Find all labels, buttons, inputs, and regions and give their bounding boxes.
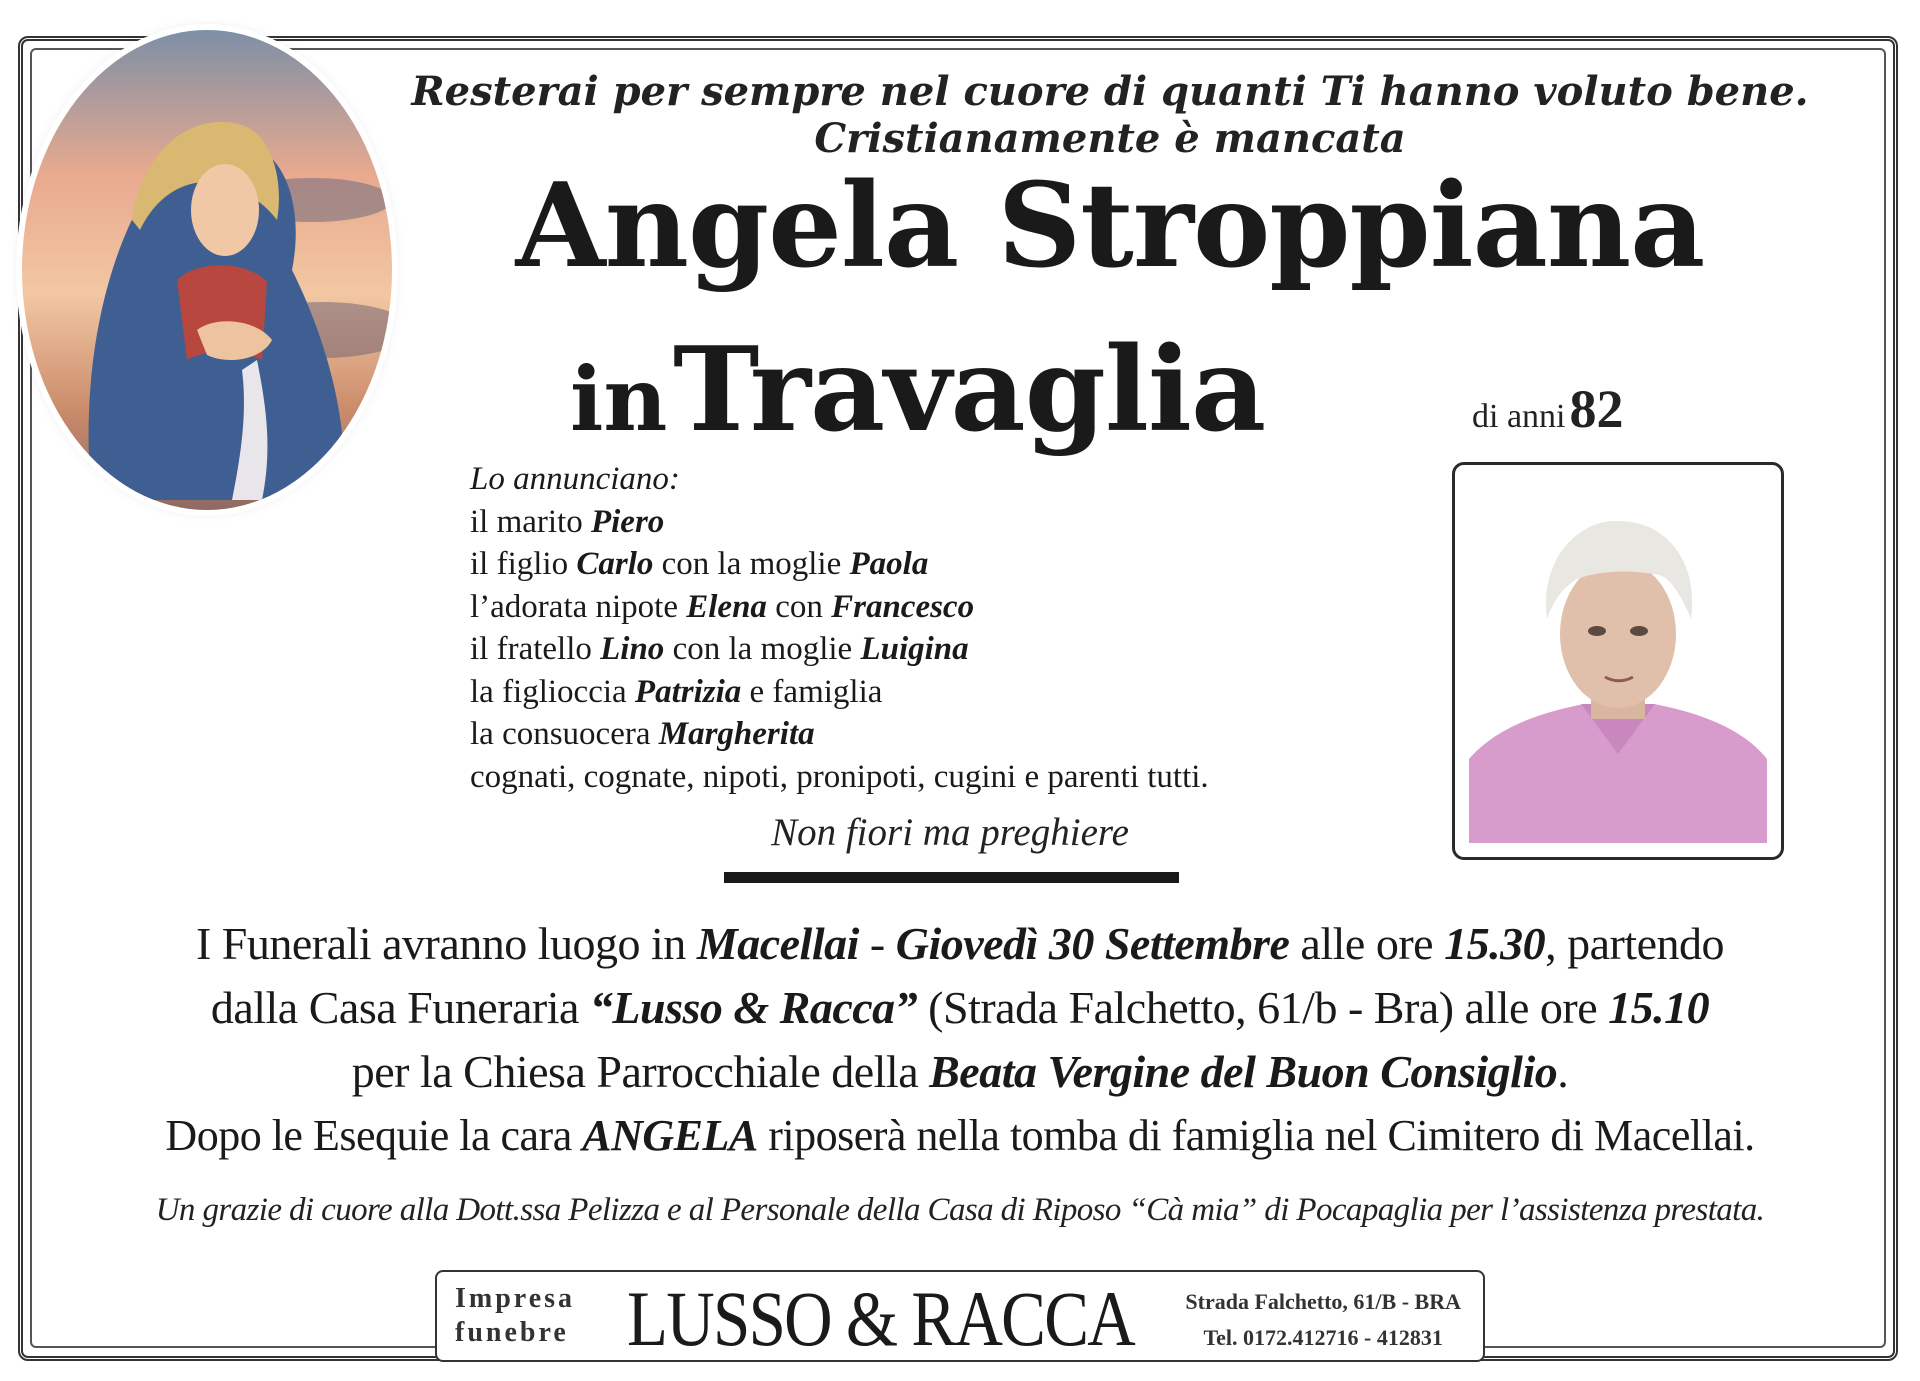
age-line — [1472, 378, 1623, 440]
funeral-line-4: Dopo le Esequie la cara ANGELA riposerà nella tomba di famiglia nel Cimitero di Macellai. — [165, 1111, 1755, 1160]
funeral-line-3: per la Chiesa Parrocchiale della Beata Vergine del Buon Consiglio. — [351, 1046, 1569, 1097]
list-item: cognati, cognate, nipoti, pronipoti, cugini e parenti tutti. — [470, 758, 1209, 795]
list-item: l’adorata nipote Elena con Francesco — [470, 588, 975, 625]
madonna-portrait-icon — [22, 30, 392, 510]
impresa-label: Impresa funebre — [455, 1283, 576, 1348]
funeral-home-address: Strada Falchetto, 61/B - BRA — [1185, 1289, 1461, 1314]
funeral-home-banner — [435, 1270, 1485, 1362]
funeral-line-2: dalla Casa Funeraria “Lusso & Racca” (Strada Falchetto, 61/b - Bra) alle ore 15.10 — [210, 982, 1710, 1033]
list-item: la figlioccia Patrizia e famiglia — [470, 673, 883, 710]
funeral-home-contact — [1185, 1284, 1461, 1356]
funeral-line-1: I Funerali avranno luogo in Macellai - Giovedì 30 Settembre alle ore 15.30, partendo — [195, 918, 1724, 969]
header-line-1: Resterai per sempre nel cuore di quanti Ti hanno voluto bene. — [411, 68, 1809, 115]
announcement-heading: Lo annunciano: — [470, 461, 680, 497]
funeral-details — [40, 912, 1880, 1168]
married-name-prefix: in — [570, 347, 668, 451]
divider — [724, 872, 1179, 883]
list-item: il figlio Carlo con la moglie Paola — [470, 546, 929, 582]
announcement-block — [470, 458, 1410, 798]
header-line-2: Cristianamente è mancata — [814, 115, 1406, 162]
list-item: la consuocera Margherita — [470, 716, 815, 752]
list-item: il marito Piero — [470, 503, 665, 540]
funeral-home-phone: Tel. 0172.412716 - 412831 — [1203, 1325, 1443, 1350]
deceased-name: Angela Stroppiana — [515, 158, 1705, 294]
thanks-note: Un grazie di cuore alla Dott.ssa Pelizza e al Personale della Casa di Riposo “Cà mia” di Pocapaglia per l’assistenza prestata. — [155, 1192, 1765, 1228]
no-flowers-note: Non fiori ma preghiere — [771, 811, 1129, 854]
married-name: Travaglia — [673, 322, 1266, 458]
married-name-line — [570, 322, 1265, 458]
age-value: 82 — [1569, 379, 1624, 439]
list-item: il fratello Lino con la moglie Luigina — [470, 631, 969, 667]
deceased-portrait — [1452, 462, 1784, 860]
age-label: di anni — [1472, 398, 1566, 435]
funeral-home-logo: LUSSO & RACCA — [627, 1275, 1134, 1362]
